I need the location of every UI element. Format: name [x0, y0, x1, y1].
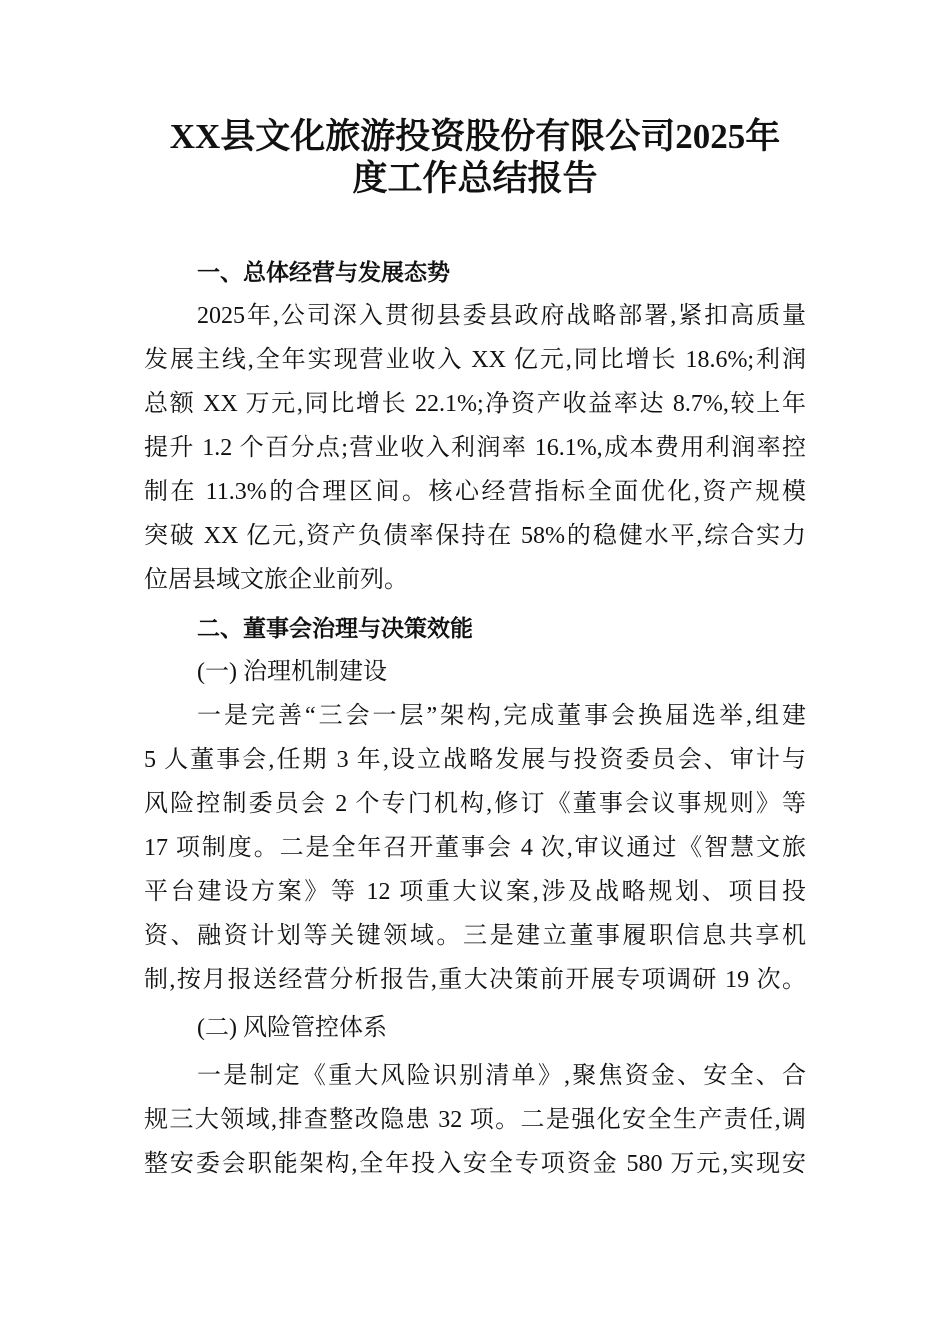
subsection-heading: (一) 治理机制建设: [197, 659, 387, 685]
text-line: 总额 XX 万元,同比增长 22.1%;净资产收益率达 8.7%,较上年: [144, 391, 806, 417]
section-heading: 二、董事会治理与决策效能: [197, 615, 473, 641]
text-line: 一是制定《重大风险识别清单》,聚焦资金、安全、合: [197, 1063, 806, 1089]
text-line: 2025年,公司深入贯彻县委县政府战略部署,紧扣高质量: [197, 303, 806, 329]
text-line: 5 人董事会,任期 3 年,设立战略发展与投资委员会、审计与: [144, 747, 806, 773]
document-body: [144, 250, 806, 1186]
text-line: 17 项制度。二是全年召开董事会 4 次,审议通过《智慧文旅: [144, 835, 806, 861]
section-heading: 一、总体经营与发展态势: [197, 259, 450, 285]
text-line: 规三大领域,排查整改隐患 32 项。二是强化安全生产责任,调: [144, 1107, 806, 1133]
text-line: 位居县域文旅企业前列。: [144, 567, 408, 593]
text-line: 一是完善“三会一层”架构,完成董事会换届选举,组建: [197, 703, 806, 729]
text-line: 突破 XX 亿元,资产负债率保持在 58%的稳健水平,综合实力: [144, 523, 806, 549]
document-title-line-2: 度工作总结报告: [352, 159, 598, 198]
text-line: 提升 1.2 个百分点;营业收入利润率 16.1%,成本费用利润率控: [144, 435, 806, 461]
text-line: 资、融资计划等关键领域。三是建立董事履职信息共享机: [144, 923, 806, 949]
document-title-line-1: XX县文化旅游投资股份有限公司2025年: [169, 117, 781, 156]
subsection-heading: (二) 风险管控体系: [197, 1015, 387, 1041]
text-line: 制在 11.3%的合理区间。核心经营指标全面优化,资产规模: [144, 479, 806, 505]
text-line: 整安委会职能架构,全年投入安全专项资金 580 万元,实现安: [144, 1151, 806, 1177]
paragraph: [144, 294, 806, 602]
text-line: 发展主线,全年实现营业收入 XX 亿元,同比增长 18.6%;利润: [144, 347, 806, 373]
text-line: 风险控制委员会 2 个专门机构,修订《董事会议事规则》等: [144, 791, 806, 817]
text-line: 平台建设方案》等 12 项重大议案,涉及战略规划、项目投: [144, 879, 806, 905]
paragraph: [144, 1054, 806, 1186]
text-line: 制,按月报送经营分析报告,重大决策前开展专项调研 19 次。: [144, 967, 806, 993]
paragraph: [144, 694, 806, 1002]
